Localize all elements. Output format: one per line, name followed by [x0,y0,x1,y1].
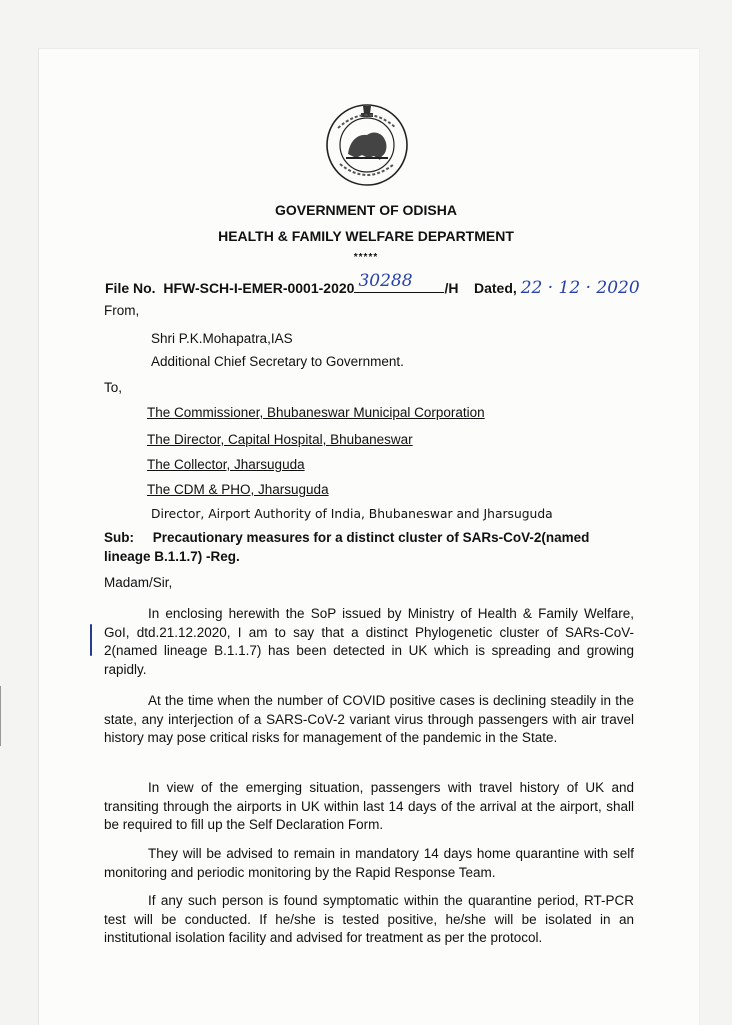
handwritten-date: 22 · 12 · 2020 [520,278,640,298]
margin-pen-mark [90,624,92,656]
body-paragraph: At the time when the number of COVID positive cases is declining steadily in the state, any interjection of a SARS-CoV-2 variant virus through passengers with air travel history may pose critical risks for management of the pandemic in the State. [104,693,634,745]
file-label: File No. [105,280,156,296]
salutation: Madam/Sir, [104,575,173,590]
recipient-item: The Commissioner, Bhubaneswar Municipal Corporation [147,405,485,420]
from-designation: Additional Chief Secretary to Government. [151,354,404,369]
subject-text: Precautionary measures for a distinct cluster of SARs-CoV-2(named lineage B.1.1.7) -Reg. [104,530,590,564]
subject-label: Sub: [104,530,134,545]
body-paragraph: In enclosing herewith the SoP issued by Ministry of Health & Family Welfare, GoI, dtd.21.12.2020, I am to say that a distinct Phylogenetic cluster of SARs-CoV-2(named lineage B.1.1.7) has been detected in UK which is spreading and growing rapidly. [104,606,634,677]
recipient-item: The CDM & PHO, Jharsuguda [147,482,329,497]
header-separator: ***** [353,252,379,263]
from-label: From, [104,303,140,318]
recipient-item: The Director, Capital Hospital, Bhubaneswar [147,432,413,447]
handwritten-file-no: 30288 [358,271,413,291]
subject-line [104,529,634,566]
file-number-line [105,271,640,298]
department-title: HEALTH & FAMILY WELFARE DEPARTMENT [218,228,514,244]
file-number-blank [354,271,444,293]
recipient-item: The Collector, Jharsuguda [147,457,305,472]
odisha-emblem-seal [322,100,412,190]
file-suffix: /H [444,280,459,296]
body-paragraph: If any such person is found symptomatic within the quarantine period, RT-PCR test will be conducted. If he/she is tested positive, he/she will be isolated in an institutional isolation facility and advised for treatment as per the protocol. [104,893,634,945]
body-paragraph: They will be advised to remain in mandatory 14 days home quarantine with self monitoring and periodic monitoring by the Rapid Response Team. [104,846,634,880]
from-name: Shri P.K.Mohapatra,IAS [151,331,293,346]
body-paragraph: In view of the emerging situation, passengers with travel history of UK and transiting through the airports in UK within last 14 days of the arrival at the airport, shall be required to fill up the Self Declaration Form. [104,780,634,832]
dated-label: Dated, [474,280,517,296]
to-label: To, [104,380,123,395]
government-title: GOVERNMENT OF ODISHA [274,202,457,218]
file-number: HFW-SCH-I-EMER-0001-2020 [163,280,355,296]
recipient-item: Director, Airport Authority of India, Bhubaneswar and Jharsuguda [151,507,553,521]
scan-edge-mark [0,686,1,746]
